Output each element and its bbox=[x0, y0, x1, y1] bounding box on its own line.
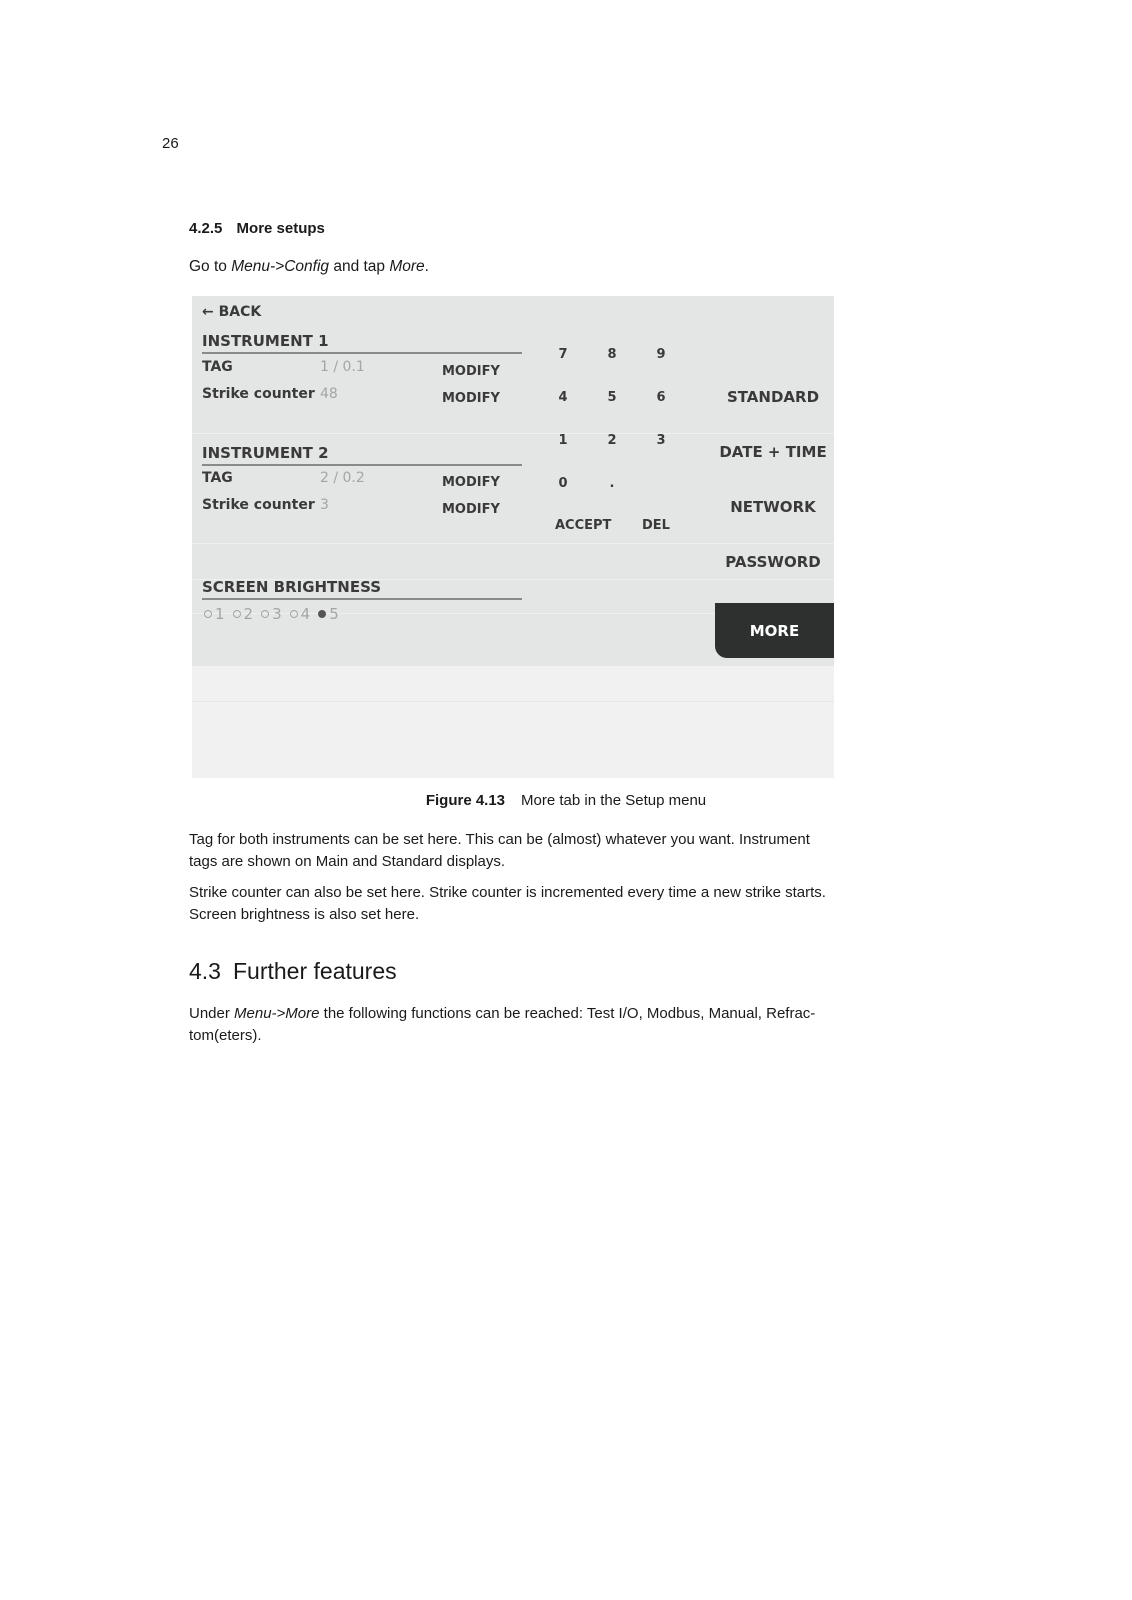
tab-more[interactable]: MORE bbox=[715, 603, 834, 658]
section-number: 4.2.5 bbox=[189, 220, 223, 237]
keypad-key[interactable]: 9 bbox=[656, 347, 666, 362]
tab-date-time[interactable]: DATE + TIME bbox=[719, 443, 827, 461]
accept-button[interactable]: ACCEPT bbox=[555, 518, 612, 533]
brightness-divider bbox=[202, 598, 522, 600]
intro-menu-path: Menu->Config bbox=[231, 258, 330, 275]
instrument1-tag-modify-button[interactable]: MODIFY bbox=[442, 364, 500, 379]
keypad-key[interactable]: 1 bbox=[558, 433, 568, 448]
brightness-option-label: 5 bbox=[329, 605, 339, 623]
instrument2-tag-modify-button[interactable]: MODIFY bbox=[442, 475, 500, 490]
keypad-key[interactable]: 8 bbox=[607, 347, 617, 362]
para3-text: Under bbox=[189, 1005, 235, 1022]
instrument2-divider bbox=[202, 464, 522, 466]
keypad-key[interactable]: 3 bbox=[656, 433, 666, 448]
keypad-key[interactable]: . bbox=[609, 476, 615, 491]
instrument2-strike-value: 3 bbox=[320, 497, 329, 513]
radio-icon bbox=[233, 610, 241, 618]
keypad-key[interactable]: 0 bbox=[558, 476, 568, 491]
keypad-key[interactable]: 6 bbox=[656, 390, 666, 405]
brightness-option-2[interactable] bbox=[233, 605, 254, 623]
brightness-option-label: 3 bbox=[272, 605, 282, 623]
section-heading-further-features bbox=[189, 958, 397, 985]
intro-text: and tap bbox=[329, 258, 390, 275]
radio-selected-icon bbox=[318, 610, 326, 618]
intro-text: Go to bbox=[189, 258, 232, 275]
brightness-option-4[interactable] bbox=[290, 605, 311, 623]
brightness-options bbox=[204, 605, 339, 623]
instrument1-tag-value: 1 / 0.1 bbox=[320, 359, 365, 375]
para3-text: the following functions can be reached: Test I/O, Modbus, Manual, Refrac- tom(eters). bbox=[189, 1005, 816, 1044]
intro-paragraph bbox=[189, 258, 429, 276]
section2-number: 4.3 bbox=[189, 958, 221, 984]
radio-icon bbox=[261, 610, 269, 618]
figure-caption-text: More tab in the Setup menu bbox=[521, 792, 707, 809]
instrument2-title: INSTRUMENT 2 bbox=[202, 444, 329, 462]
page-number: 26 bbox=[162, 135, 179, 152]
instrument1-divider bbox=[202, 352, 522, 354]
brightness-option-1[interactable] bbox=[204, 605, 225, 623]
intro-text: . bbox=[424, 258, 429, 275]
instrument1-strike-value: 48 bbox=[320, 386, 338, 402]
brightness-option-5[interactable] bbox=[318, 605, 339, 623]
instrument2-strike-modify-button[interactable]: MODIFY bbox=[442, 502, 500, 517]
instrument2-tag-label: TAG bbox=[202, 470, 233, 486]
section-heading bbox=[189, 220, 325, 237]
tab-network[interactable]: NETWORK bbox=[730, 498, 816, 516]
tab-password[interactable]: PASSWORD bbox=[725, 553, 821, 571]
brightness-option-label: 1 bbox=[215, 605, 225, 623]
figure-label: Figure 4.13 bbox=[425, 792, 506, 809]
brightness-option-label: 2 bbox=[243, 605, 254, 623]
keypad-key[interactable]: 4 bbox=[558, 390, 568, 405]
instrument1-strike-modify-button[interactable]: MODIFY bbox=[442, 391, 500, 406]
figure-caption bbox=[0, 792, 1132, 809]
back-label: BACK bbox=[218, 304, 262, 320]
paragraph-further-features bbox=[189, 1003, 839, 1047]
instrument1-title: INSTRUMENT 1 bbox=[202, 332, 329, 350]
tab-standard[interactable]: STANDARD bbox=[726, 388, 820, 406]
radio-icon bbox=[290, 610, 298, 618]
brightness-title: SCREEN BRIGHTNESS bbox=[202, 578, 382, 596]
back-button[interactable] bbox=[202, 304, 261, 320]
brightness-option-label: 4 bbox=[300, 605, 311, 623]
setup-screen bbox=[192, 296, 834, 666]
radio-icon bbox=[204, 610, 212, 618]
instrument1-strike-label: Strike counter bbox=[202, 386, 315, 402]
instrument1-tag-label: TAG bbox=[202, 359, 233, 375]
paragraph-strike-counter: Strike counter can also be set here. Strike counter is incremented every time a new strike starts. Screen brightness is also set here. bbox=[189, 884, 826, 923]
setup-screenshot bbox=[192, 296, 834, 778]
keypad-key[interactable]: 7 bbox=[558, 347, 568, 362]
del-button[interactable]: DEL bbox=[642, 518, 670, 533]
para3-menu-path: Menu->More bbox=[234, 1005, 320, 1022]
paragraph-tags: Tag for both instruments can be set here. This can be (almost) whatever you want. Instrument tags are shown on Main and Standard displays. bbox=[189, 831, 810, 870]
instrument2-tag-value: 2 / 0.2 bbox=[320, 470, 365, 486]
intro-target: More bbox=[389, 258, 425, 275]
keypad-key[interactable]: 2 bbox=[607, 433, 617, 448]
section-title: More setups bbox=[236, 220, 325, 237]
section2-title: Further features bbox=[232, 958, 397, 984]
keypad-key[interactable]: 5 bbox=[607, 390, 617, 405]
brightness-option-3[interactable] bbox=[261, 605, 282, 623]
back-arrow-icon: ← bbox=[202, 304, 214, 320]
instrument2-strike-label: Strike counter bbox=[202, 497, 315, 513]
